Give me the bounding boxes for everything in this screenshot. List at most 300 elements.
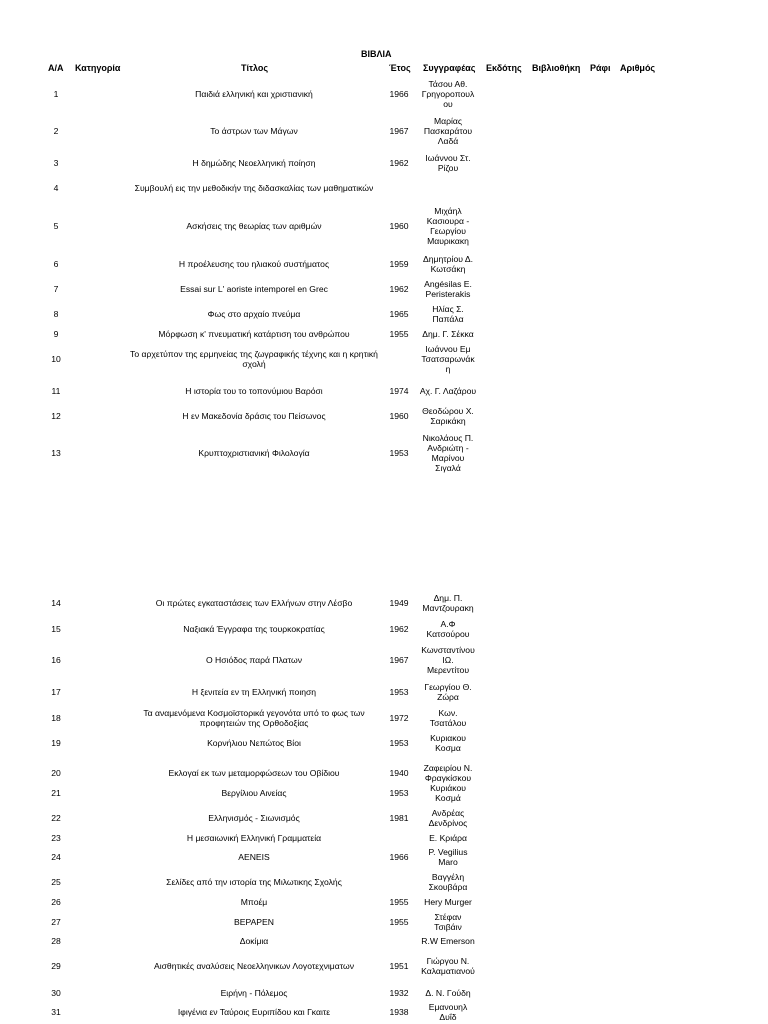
author-line: Ε. Κριάρα (429, 833, 467, 843)
book-author-text (421, 344, 474, 374)
book-year-text: 1960 (389, 221, 409, 231)
row-number (44, 152, 68, 174)
book-year-text: 1940 (389, 768, 409, 778)
book-title-text: Η ιστορία του το τοπονύμιου Βαρόσι (185, 386, 323, 396)
book-author (414, 278, 482, 300)
row-number-text: 4 (53, 183, 59, 193)
book-title (124, 896, 384, 908)
book-author-text (427, 206, 469, 246)
row-number-text: 7 (53, 284, 59, 294)
book-title (124, 205, 384, 247)
book-author (414, 707, 482, 729)
book-author (414, 681, 482, 703)
author-line: Αχ. Γ. Λαζάρου (419, 386, 477, 396)
author-line: Γεωργίου Θ. (424, 682, 472, 692)
table-row (0, 78, 768, 110)
row-number-text: 25 (51, 877, 61, 887)
author-line: Κυριακου (430, 733, 466, 743)
book-author-text (424, 116, 472, 146)
book-year (386, 955, 412, 977)
row-number (44, 592, 68, 614)
header-title: Τίτλος (241, 63, 269, 73)
book-author (414, 182, 482, 194)
book-author (414, 762, 482, 784)
book-year (386, 592, 412, 614)
book-author (414, 78, 482, 110)
book-year-text: 1959 (389, 259, 409, 269)
row-number (44, 832, 68, 844)
book-author-text (430, 708, 466, 728)
row-number-text: 27 (51, 917, 61, 927)
row-number (44, 911, 68, 933)
row-number-text: 2 (53, 126, 59, 136)
row-number-text: 31 (51, 1007, 61, 1017)
row-number (44, 385, 68, 397)
table-row (0, 807, 768, 829)
row-number-text: 16 (51, 655, 61, 665)
book-title (124, 911, 384, 933)
book-year-text: 1967 (389, 655, 409, 665)
row-number-text: 9 (53, 329, 59, 339)
book-year-text: 1938 (389, 1007, 409, 1017)
book-title-text: Η δημώδης Νεοελληνική ποίηση (192, 158, 316, 168)
row-number-text: 18 (51, 713, 61, 723)
book-year (386, 303, 412, 325)
book-author (414, 935, 482, 947)
book-author-text (429, 1002, 468, 1022)
book-year (386, 115, 412, 147)
book-year-text: 1966 (389, 89, 409, 99)
book-year (386, 782, 412, 804)
book-year-text: 1953 (389, 687, 409, 697)
table-row (0, 385, 768, 397)
header-year: Έτος (389, 63, 411, 73)
book-title (124, 681, 384, 703)
book-author (414, 592, 482, 614)
book-year (386, 278, 412, 300)
row-number (44, 278, 68, 300)
book-title-text: Φως στο αρχαίο πνεύμα (207, 309, 301, 319)
book-year (386, 78, 412, 110)
table-row (0, 955, 768, 977)
book-author-text (422, 593, 473, 613)
row-number (44, 987, 68, 999)
row-number-text: 11 (51, 386, 61, 396)
book-year-text: 1962 (389, 284, 409, 294)
book-year-text: 1949 (389, 598, 409, 608)
author-line: Τσατσαρωνάκ (421, 354, 475, 364)
table-row (0, 303, 768, 325)
book-author-text (429, 872, 468, 892)
table-row (0, 432, 768, 474)
book-title (124, 343, 384, 375)
book-year-text: 1962 (389, 158, 409, 168)
book-author-text (425, 153, 470, 173)
book-title-text: Μόρφωση κ' πνευματική κατάρτιση του ανθρώπου (158, 329, 350, 339)
book-year (386, 152, 412, 174)
table-row (0, 935, 768, 947)
book-title-text: Συμβουλή εις την μεθοδικήν της διδασκαλίας των μαθηματικών (134, 183, 374, 193)
book-author-text (421, 645, 475, 675)
book-year (386, 618, 412, 640)
book-year (386, 807, 412, 829)
row-number (44, 935, 68, 947)
book-year-text: 1955 (389, 897, 409, 907)
book-year (386, 911, 412, 933)
row-number (44, 762, 68, 784)
book-year-text: 1981 (389, 813, 409, 823)
book-author-text (434, 912, 462, 932)
table-row (0, 205, 768, 247)
book-author-text (428, 847, 467, 867)
table-row (0, 405, 768, 427)
author-line: ου (443, 99, 453, 109)
book-title (124, 762, 384, 784)
book-year-text: 1974 (389, 386, 409, 396)
row-number (44, 182, 68, 194)
book-author-text (429, 833, 467, 843)
book-author (414, 832, 482, 844)
book-author (414, 115, 482, 147)
row-number (44, 432, 68, 474)
row-number-text: 8 (53, 309, 59, 319)
author-line: Maro (438, 857, 458, 867)
row-number (44, 78, 68, 110)
header-author: Συγγραφέας (423, 63, 476, 73)
book-title-text: Οι πρώτες εγκαταστάσεις των Ελλήνων στην Λέσβο (155, 598, 353, 608)
book-title-text: Δοκίμια (239, 936, 269, 946)
table-row (0, 871, 768, 893)
book-title-text: AENEIS (238, 852, 270, 862)
author-line: Παπάλα (432, 314, 464, 324)
book-year (386, 253, 412, 275)
row-number (44, 896, 68, 908)
book-year-text: 1953 (389, 738, 409, 748)
book-title-text: Παιδιά ελληνική και χριστιανική (195, 89, 313, 99)
author-line: Καλαματιανού (421, 966, 475, 976)
book-author-text (424, 279, 472, 299)
book-year (386, 644, 412, 676)
row-number-text: 5 (53, 221, 59, 231)
row-number-text: 21 (51, 788, 61, 798)
book-author (414, 644, 482, 676)
author-line: Δημ. Γ. Σέκκα (422, 329, 474, 339)
table-row (0, 782, 768, 804)
book-author-text (420, 386, 476, 396)
book-author (414, 253, 482, 275)
book-title (124, 385, 384, 397)
book-author (414, 955, 482, 977)
row-number-text: 22 (51, 813, 61, 823)
book-year (386, 182, 412, 194)
row-number (44, 405, 68, 427)
book-year-text: 1953 (389, 448, 409, 458)
row-number (44, 732, 68, 754)
book-year (386, 205, 412, 247)
book-author (414, 987, 482, 999)
book-title (124, 405, 384, 427)
book-author-text (424, 763, 473, 783)
row-number (44, 1001, 68, 1023)
table-row (0, 732, 768, 754)
book-year (386, 328, 412, 340)
author-line: Γρηγοροπουλ (421, 89, 475, 99)
table-row (0, 644, 768, 676)
author-line: Δ. Ν. Γούδη (425, 988, 471, 998)
table-row (0, 343, 768, 375)
book-author (414, 303, 482, 325)
row-number (44, 644, 68, 676)
row-number (44, 871, 68, 893)
row-number-text: 1 (53, 89, 59, 99)
author-line: Μαυρικακη (427, 236, 469, 246)
book-author (414, 385, 482, 397)
book-year (386, 871, 412, 893)
author-line: Μαρίας (433, 116, 463, 126)
book-title (124, 846, 384, 868)
author-line: Ζώρα (437, 692, 459, 702)
book-author-text (424, 897, 472, 907)
author-line: Κοσμα (435, 743, 461, 753)
author-line: Κοσμά (435, 793, 461, 803)
header-category: Κατηγορία (75, 63, 121, 73)
book-author (414, 432, 482, 474)
row-number (44, 205, 68, 247)
table-row (0, 707, 768, 729)
table-row (0, 987, 768, 999)
book-year (386, 1001, 412, 1023)
author-line: Κυριάκου (430, 783, 466, 793)
author-line: Γεωργίου (430, 226, 466, 236)
author-line: Θεοδώρου Χ. (422, 406, 474, 416)
book-author-text (432, 304, 464, 324)
row-number (44, 343, 68, 375)
book-title (124, 644, 384, 676)
book-year (386, 385, 412, 397)
book-year-text: 1955 (389, 917, 409, 927)
book-title (124, 328, 384, 340)
row-number-text: 19 (51, 738, 61, 748)
book-title (124, 152, 384, 174)
author-line: Κωτσάκη (430, 264, 466, 274)
author-line: Κωνσταντίνου (421, 645, 475, 655)
author-line: Μαρίνου (431, 453, 465, 463)
book-author-text (421, 956, 475, 976)
book-author (414, 871, 482, 893)
book-author-text (422, 329, 473, 339)
author-line: Νικολάους Π. (422, 433, 474, 443)
table-row (0, 278, 768, 300)
book-title (124, 935, 384, 947)
row-number-text: 17 (51, 687, 61, 697)
book-title (124, 871, 384, 893)
author-line: Ρίζου (437, 163, 459, 173)
table-row (0, 182, 768, 194)
book-year (386, 732, 412, 754)
row-number (44, 618, 68, 640)
author-line: Δημητρίου Δ. (423, 254, 473, 264)
table-row (0, 592, 768, 614)
book-author (414, 618, 482, 640)
book-title-text: Ελληνισμός - Σιωνισμός (208, 813, 300, 823)
book-title (124, 807, 384, 829)
book-author-text (422, 406, 474, 426)
author-line: Ηλίας Σ. (432, 304, 464, 314)
author-line: Σκουβάρα (428, 882, 468, 892)
author-line: Δυΐδ (439, 1012, 457, 1022)
row-number (44, 955, 68, 977)
book-title (124, 1001, 384, 1023)
row-number (44, 846, 68, 868)
author-line: Δενδρίνος (428, 818, 468, 828)
table-row (0, 253, 768, 275)
row-number-text: 23 (51, 833, 61, 843)
book-year (386, 987, 412, 999)
book-year (386, 681, 412, 703)
author-line: R.W Emerson (421, 936, 475, 946)
book-title-text: Μποέμ (240, 897, 268, 907)
row-number-text: 24 (51, 852, 61, 862)
book-title-text: Η προέλευσης του ηλιακού συστήματος (178, 259, 330, 269)
book-title-text: Εκλογαί εκ των μεταμορφώσεων του Οβίδιου (168, 768, 340, 778)
book-title-text: Κορνήλιου Νεπώτος Βίοι (207, 738, 301, 748)
row-number-text: 14 (51, 598, 61, 608)
book-author-text (429, 808, 468, 828)
book-year (386, 896, 412, 908)
book-title (124, 303, 384, 325)
book-author-text (430, 733, 466, 753)
book-title (124, 955, 384, 977)
author-line: Πασκαράτου (423, 126, 473, 136)
book-author (414, 732, 482, 754)
row-number-text: 20 (51, 768, 61, 778)
row-number-text: 15 (51, 624, 61, 634)
book-title (124, 592, 384, 614)
book-author (414, 846, 482, 868)
row-number-text: 26 (51, 897, 61, 907)
book-year (386, 405, 412, 427)
book-author (414, 896, 482, 908)
book-author-text (430, 783, 466, 803)
book-title (124, 182, 384, 194)
table-row (0, 152, 768, 174)
author-line: Ιωάννου Στ. (425, 153, 471, 163)
author-line: Μαντζουρακη (422, 603, 474, 613)
author-line: Μερεντίτου (426, 665, 470, 675)
table-row (0, 846, 768, 868)
author-line: Τάσου Αθ. (428, 79, 468, 89)
book-title (124, 253, 384, 275)
author-line: Σαρικάκη (430, 416, 466, 426)
book-author-text (423, 254, 473, 274)
author-line: Δημ. Π. (433, 593, 463, 603)
row-number-text: 3 (53, 158, 59, 168)
book-year-text: 1972 (389, 713, 409, 723)
author-line: Τσιβάιν (434, 922, 462, 932)
row-number (44, 707, 68, 729)
author-line: Hery Murger (424, 897, 472, 907)
table-row (0, 832, 768, 844)
table-row (0, 681, 768, 703)
book-author (414, 152, 482, 174)
book-author-text (425, 988, 470, 998)
book-author (414, 205, 482, 247)
table-row (0, 896, 768, 908)
book-author-text (423, 433, 474, 473)
author-line: Βαγγέλη (431, 872, 465, 882)
book-title (124, 782, 384, 804)
row-number (44, 253, 68, 275)
author-line: η (445, 364, 451, 374)
author-line: Τσατάλου (429, 718, 467, 728)
book-year-text: 1960 (389, 411, 409, 421)
book-title-text: Σελίδες από την ιστορία της Μιλωτικης Σχολής (166, 877, 342, 887)
row-number-text: 10 (51, 354, 61, 364)
book-year (386, 832, 412, 844)
book-title-text: Ιφιγένια εν Ταύροις Ευριπίδου και Γκαιτε (177, 1007, 331, 1017)
row-number (44, 782, 68, 804)
author-line: Φραγκίσκου (424, 773, 472, 783)
author-line: Κων. (438, 708, 458, 718)
book-year-text: 1966 (389, 852, 409, 862)
book-title-text: Το άστρων των Μάγων (210, 126, 298, 136)
book-author (414, 343, 482, 375)
book-title-text: ΒΕΡΑΡΕΝ (234, 917, 274, 927)
author-line: ΙΩ. (442, 655, 454, 665)
book-year (386, 846, 412, 868)
row-number-text: 29 (51, 961, 61, 971)
book-title (124, 707, 384, 729)
author-line: Στέφαν (434, 912, 462, 922)
book-title-text: Η μεσαιωνική Ελληνική Γραμματεία (186, 833, 322, 843)
book-year-text: 1962 (389, 624, 409, 634)
table-row (0, 911, 768, 933)
book-title-text: Βεργίλιου Αινείας (221, 788, 287, 798)
book-author (414, 328, 482, 340)
book-year-text: 1965 (389, 309, 409, 319)
author-line: Ανδριώτη - (427, 443, 469, 453)
author-line: Ανδρέας (431, 808, 465, 818)
book-title-text: Ασκήσεις της θεωρίας των αριθμών (186, 221, 322, 231)
row-number-text: 12 (51, 411, 61, 421)
book-title-text: Κρυπτοχριστιανική Φιλολογία (198, 448, 310, 458)
row-number-text: 28 (51, 936, 61, 946)
header-library: Βιβλιοθήκη (532, 63, 581, 73)
book-title (124, 618, 384, 640)
book-author (414, 405, 482, 427)
row-number (44, 328, 68, 340)
book-year-text: 1951 (389, 961, 409, 971)
book-title-text: Αισθητικές αναλύσεις Νεοελληνικων Λογοτεχνιματων (153, 961, 355, 971)
row-number (44, 681, 68, 703)
book-title-text: Η εν Μακεδονία δράσις του Πείσωνος (182, 411, 326, 421)
book-author (414, 911, 482, 933)
author-line: Εμανουηλ (428, 1002, 468, 1012)
book-year (386, 432, 412, 474)
book-year (386, 343, 412, 375)
book-title-text: Essai sur L' aoriste intemporel en Grec (180, 284, 328, 294)
book-year-text: 1953 (389, 788, 409, 798)
book-title-text: Η ξενιτεία εν τη Ελληνική ποιηση (191, 687, 317, 697)
author-line: Μιχάηλ (434, 206, 462, 216)
author-line: Α.Φ (440, 619, 456, 629)
table-row (0, 115, 768, 147)
book-title-text: Ειρήνη - Πόλεμος (220, 988, 288, 998)
book-year (386, 762, 412, 784)
book-year-text: 1932 (389, 988, 409, 998)
table-row (0, 618, 768, 640)
author-line: Κατσούρου (426, 629, 470, 639)
